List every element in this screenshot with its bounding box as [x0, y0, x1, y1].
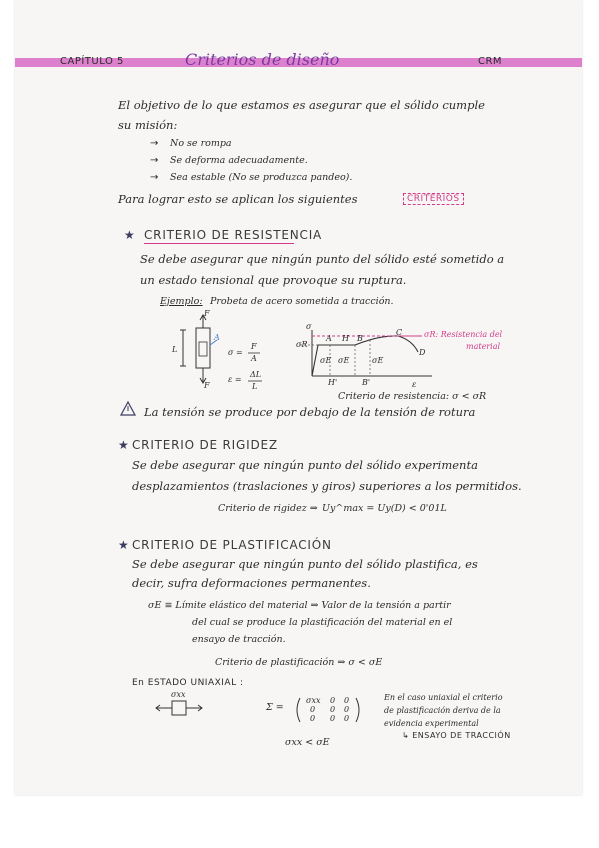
matrix-cell-1-0: 0	[310, 705, 316, 714]
matrix-left-paren	[297, 698, 300, 722]
star-bullet-icon: ★	[118, 438, 129, 452]
bullet-arrow-icon: →	[150, 155, 159, 166]
fig-label-c: C	[396, 328, 403, 337]
matrix-label: Σ =	[266, 702, 284, 713]
eq-eps-den: L	[252, 382, 258, 391]
uniaxial-element	[172, 701, 186, 715]
uniaxial-heading: En ESTADO UNIAXIAL :	[132, 678, 244, 688]
eq-eps-num: ΔL	[250, 370, 262, 379]
intro-bullet-3: Sea estable (No se produzca pandeo).	[170, 172, 353, 183]
eq-sigma-den: A	[251, 354, 257, 363]
matrix-right-paren	[356, 698, 359, 722]
fig-label-a: A	[326, 334, 332, 343]
fig-label-h: H	[342, 334, 349, 343]
fig-force-bottom: F	[204, 381, 210, 390]
plastificacion-criterion: Criterio de plastificación ⇒ σ < σE	[215, 657, 383, 668]
fig-sigma-r-note-2: material	[466, 342, 501, 351]
fig-label-sigma-e-2: σE	[338, 356, 350, 365]
resistencia-text-2: un estado tensional que provoque su ruptura.	[140, 273, 407, 287]
rigidez-heading: CRITERIO DE RIGIDEZ	[132, 438, 278, 452]
example-label: Ejemplo:	[160, 296, 203, 307]
uniaxial-note-3: evidencia experimental	[384, 719, 479, 728]
eq-eps: ε =	[228, 375, 242, 384]
criterios-box: CRITERIOS	[403, 193, 464, 205]
intro-bullet-1: No se rompa	[170, 138, 232, 149]
bullet-arrow-icon: →	[150, 138, 159, 149]
intro-line-2: su misión:	[118, 118, 178, 132]
rigidez-criterion-formula: Uy^max = Uy(D) < 0'01L	[322, 503, 447, 514]
bullet-arrow-icon: →	[150, 172, 159, 183]
plastificacion-text-2: decir, sufra deformaciones permanentes.	[132, 576, 371, 590]
author-label: CRM	[478, 56, 503, 67]
intro-line-1: El objetivo de lo que estamos es asegurar que el sólido cumple	[118, 98, 485, 112]
rigidez-criterion-label: Criterio de rigidez ⇒	[218, 503, 318, 514]
fig-length: L	[172, 345, 178, 354]
fig-label-h-prime: H'	[328, 378, 338, 387]
uniaxial-note-2: de plastificación deriva de la	[384, 706, 501, 715]
fig-force-top: F	[204, 309, 210, 318]
matrix-cell-2-1: 0	[330, 714, 336, 723]
page-title: Criterios de diseño	[185, 50, 340, 69]
uniaxial-note-4: ↳ ENSAYO DE TRACCIÓN	[402, 731, 511, 740]
matrix-cell-0-0: σxx	[306, 696, 321, 705]
fig-eps-axis: ε	[412, 380, 417, 389]
matrix-cell-0-1: 0	[330, 696, 336, 705]
fig-label-sigma-e-3: σE	[372, 356, 384, 365]
plastificacion-def-2: del cual se produce la plastificación del material en el	[192, 617, 453, 628]
fig-sigma-axis: σ	[306, 322, 312, 331]
eq-sigma-num: F	[251, 342, 257, 351]
uniaxial-sigma-label: σxx	[171, 690, 186, 699]
example-text: Probeta de acero sometida a tracción.	[210, 296, 394, 307]
resistencia-text-1: Se debe asegurar que ningún punto del sólido esté sometido a	[140, 252, 505, 266]
rigidez-text-1: Se debe asegurar que ningún punto del sólido experimenta	[132, 458, 478, 472]
fig-label-sigma-e-1: σE	[320, 356, 332, 365]
plastificacion-heading: CRITERIO DE PLASTIFICACIÓN	[132, 538, 332, 552]
star-bullet-icon: ★	[124, 228, 135, 242]
star-bullet-icon: ★	[118, 538, 129, 552]
intro-bullet-2: Se deforma adecuadamente.	[170, 155, 308, 166]
uniaxial-result: σxx < σE	[285, 737, 330, 748]
matrix-cell-1-1: 0	[330, 705, 336, 714]
matrix-cell-2-2: 0	[344, 714, 350, 723]
plastificacion-def-3: ensayo de tracción.	[192, 634, 286, 645]
intro-line-3: Para lograr esto se aplican los siguientes	[118, 192, 358, 206]
rigidez-text-2: desplazamientos (traslaciones y giros) superiores a los permitidos.	[132, 479, 522, 493]
matrix-cell-1-2: 0	[344, 705, 350, 714]
plastificacion-def-1: σE ≡ Límite elástico del material ⇒ Valor de la tensión a partir	[148, 600, 451, 611]
resistencia-heading: CRITERIO DE RESISTENCIA	[144, 228, 323, 242]
specimen-bar	[196, 328, 210, 368]
resistencia-warning: La tensión se produce por debajo de la tensión de rotura	[144, 405, 476, 419]
fig-area: A	[214, 333, 220, 342]
fig-sigma-r-mark: σR	[296, 340, 308, 349]
eq-sigma: σ =	[228, 348, 243, 357]
uniaxial-note-1: En el caso uniaxial el criterio	[384, 693, 503, 702]
fig-label-d: D	[419, 348, 426, 357]
matrix-cell-0-2: 0	[344, 696, 350, 705]
matrix-cell-2-0: 0	[310, 714, 316, 723]
fig-label-b-prime: B'	[362, 378, 371, 387]
resistencia-criterion: Criterio de resistencia: σ < σR	[338, 391, 487, 402]
chapter-label: CAPÍTULO 5	[60, 56, 124, 67]
plastificacion-text-1: Se debe asegurar que ningún punto del sólido plastifica, es	[132, 557, 478, 571]
fig-label-b: B	[357, 334, 363, 343]
fig-sigma-r-note: σR: Resistencia del	[424, 330, 503, 339]
